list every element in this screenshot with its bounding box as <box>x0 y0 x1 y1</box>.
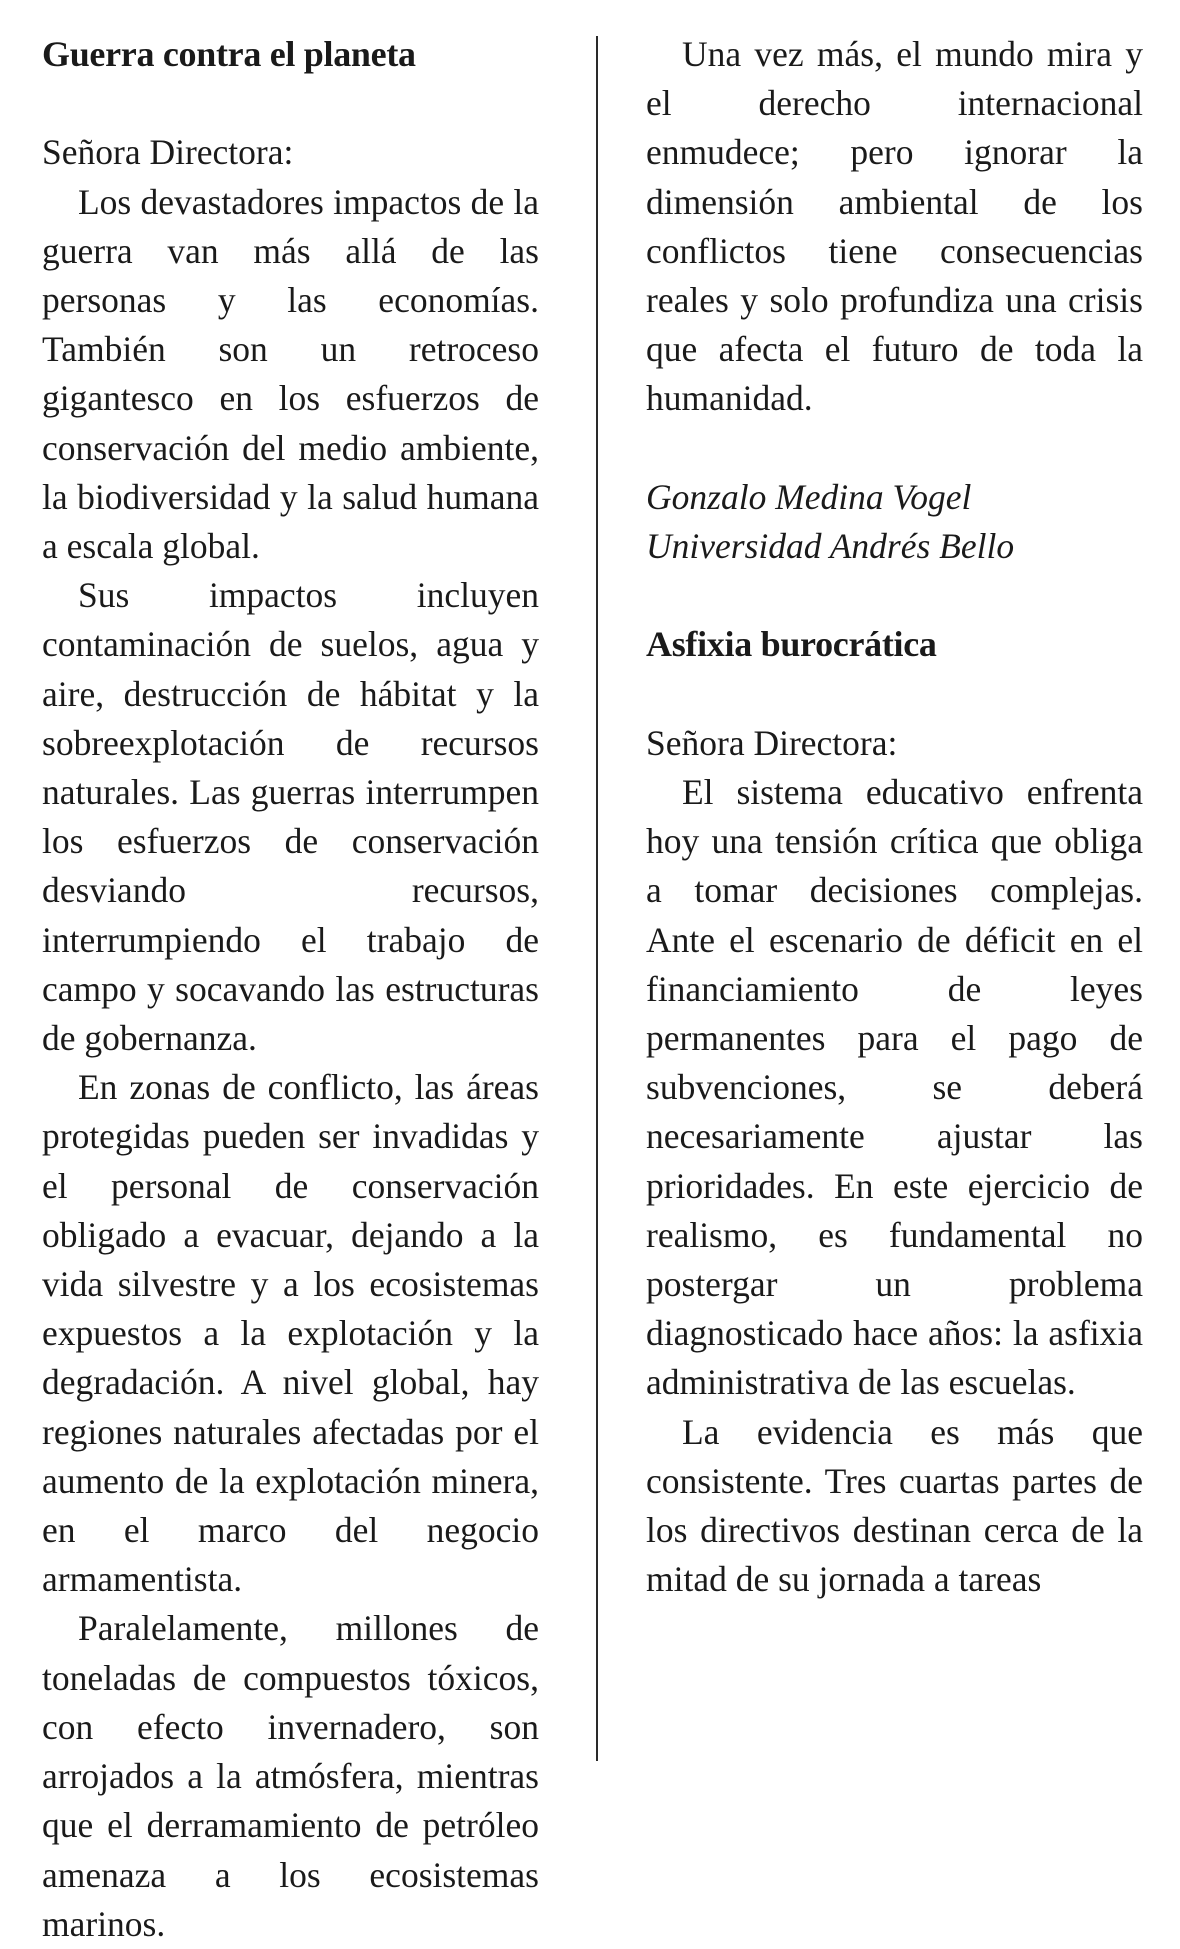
column-divider <box>596 36 598 1761</box>
letter1-salutation: Señora Directora: <box>42 132 294 173</box>
letter1-paragraph: Los devastadores impactos de la guerra van más allá de las personas y las economías. También son un retroceso gigantesco en los esfuerzos de conservación del medio ambiente, la biodiversidad y la salud humana a escala global. <box>42 181 539 567</box>
letter2-paragraph: La evidencia es más que consistente. Tres cuartas partes de los directivos destinan cerca de la mitad de su jornada a tareas <box>646 1411 1143 1600</box>
letter1-paragraph: En zonas de conflicto, las áreas protegidas pueden ser invadidas y el personal de conservación obligado a evacuar, dejando a la vida silvestre y a los ecosistemas expuestos a la explotación y la degradación. A nivel global, hay regiones naturales afectadas por el aumento de la explotación minera, en el marco del negocio armamentista. <box>42 1067 539 1600</box>
letter2-headline: Asfixia burocrática <box>646 624 937 665</box>
letter1-paragraph: Una vez más, el mundo mira y el derecho internacional enmudece; pero ignorar la dimensión ambiental de los conflictos tiene consecuencias reales y solo profundiza una crisis que afecta el futuro de toda la humanidad. <box>646 34 1143 419</box>
letter2-salutation: Señora Directora: <box>646 722 898 763</box>
spacer <box>646 424 1143 473</box>
spacer <box>646 571 1143 620</box>
letter2-paragraph: El sistema educativo enfrenta hoy una tensión crítica que obliga a tomar decisiones complejas. Ante el escenario de déficit en el financiamiento de leyes permanentes para el pago de subvenciones, se deberá necesariamente ajustar las prioridades. En este ejercicio de realismo, es fundamental no postergar un problema diagnosticado hace años: la asfixia administrativa de las escuelas. <box>646 772 1143 1403</box>
letter-column-right <box>646 30 1143 1604</box>
letter-column-left <box>42 30 539 1949</box>
letter1-affiliation: Universidad Andrés Bello <box>646 526 1015 567</box>
letter1-paragraph: Sus impactos incluyen contaminación de suelos, agua y aire, destrucción de hábitat y la sobreexplotación de recursos naturales. Las guerras interrumpen los esfuerzos de conservación desviando recursos, interrumpiendo el trabajo de campo y socavando las estructuras de gobernanza. <box>42 575 539 1059</box>
letter1-paragraph-continued: Paralelamente, millones de toneladas de compuestos tóxicos, con efecto invernadero, son arrojados a la atmósfera, mientras que el derramamiento de petróleo amenaza a los ecosistemas marinos. <box>42 1608 539 1944</box>
letter1-headline: Guerra contra el planeta <box>42 34 416 74</box>
letter1-author: Gonzalo Medina Vogel <box>646 476 972 517</box>
